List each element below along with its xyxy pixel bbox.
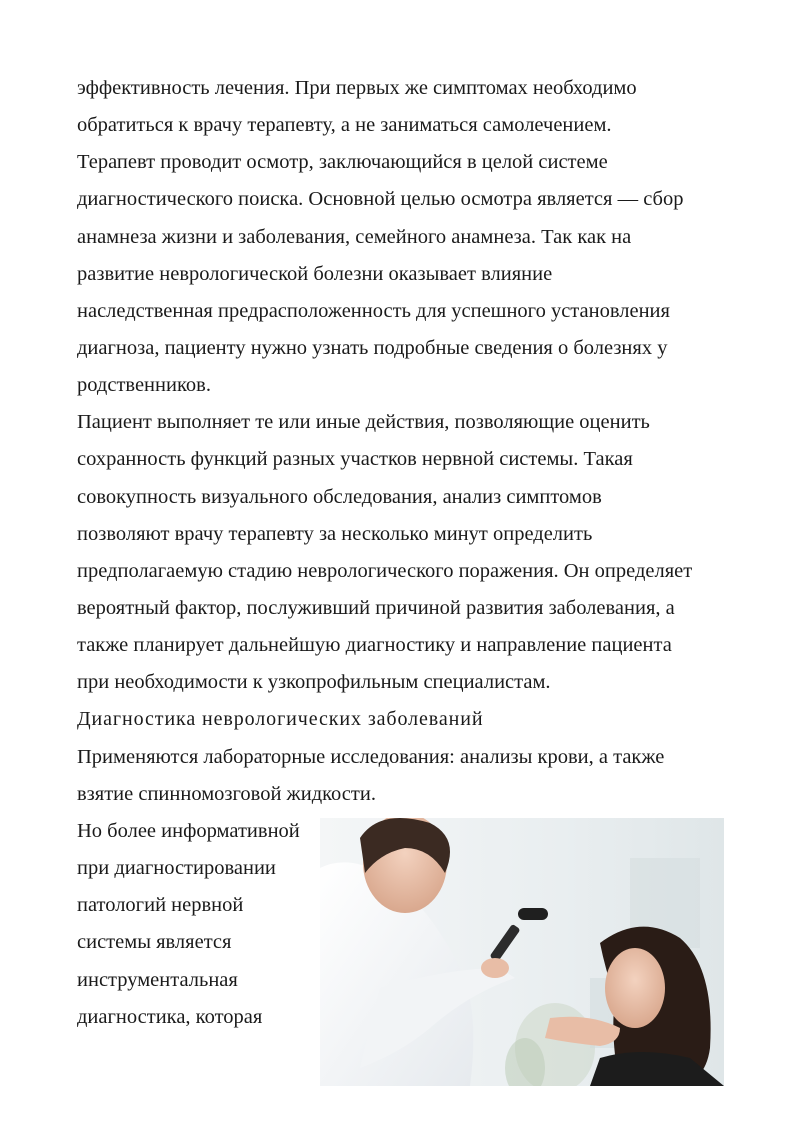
wrapped-line: системы является [77,931,232,954]
paragraph-line: при необходимости к узкопрофильным специалистам. [77,671,551,694]
paragraph-line: диагноза, пациенту нужно узнать подробные сведения о болезнях у [77,336,668,359]
paragraph-line: Применяются лабораторные исследования: анализы крови, а также [77,745,665,768]
paragraph-line: Пациент выполняет те или иные действия, позволяющие оценить [77,411,650,434]
wrapped-text [77,813,317,1036]
paragraph-line: эффективность лечения. При первых же симптомах необходимо [77,77,637,99]
body-text [77,70,737,813]
paragraph-line: родственников. [77,374,211,397]
wrapped-line: инструментальная [77,968,238,991]
paragraph-line: развитие неврологической болезни оказывает влияние [77,262,553,285]
paragraph-line: вероятный фактор, послуживший причиной развития заболевания, а [77,596,675,619]
wrapped-line: патологий нервной [77,894,244,917]
paragraph-line: позволяют врачу терапевту за несколько минут определить [77,522,593,545]
wrapped-line: при диагностировании [77,857,276,880]
paragraph-line: Терапевт проводит осмотр, заключающийся в целой системе [77,151,608,174]
paragraph-line: анамнеза жизни и заболевания, семейного анамнеза. Так как на [77,225,632,248]
paragraph-line: диагностического поиска. Основной целью осмотра является — сбор [77,188,684,211]
paragraph-line: обратиться к врачу терапевту, а не заниматься самолечением. [77,114,612,137]
wrapped-line: диагностика, которая [77,1005,263,1028]
wrapped-line: Но более информативной [77,820,300,842]
paragraph-line: также планирует дальнейшую диагностику и направление пациента [77,634,672,657]
paragraph-line: совокупность визуального обследования, анализ симптомов [77,485,602,508]
paragraph-line: взятие спинномозговой жидкости. [77,782,376,805]
section-heading: Диагностика неврологических заболеваний [77,708,484,731]
paragraph-line: предполагаемую стадию неврологического поражения. Он определяет [77,559,693,582]
paragraph-line: сохранность функций разных участков нервной системы. Такая [77,448,633,471]
paragraph-line: наследственная предрасположенность для успешного установления [77,299,670,322]
doctor-examining-patient-photo [320,818,724,1086]
